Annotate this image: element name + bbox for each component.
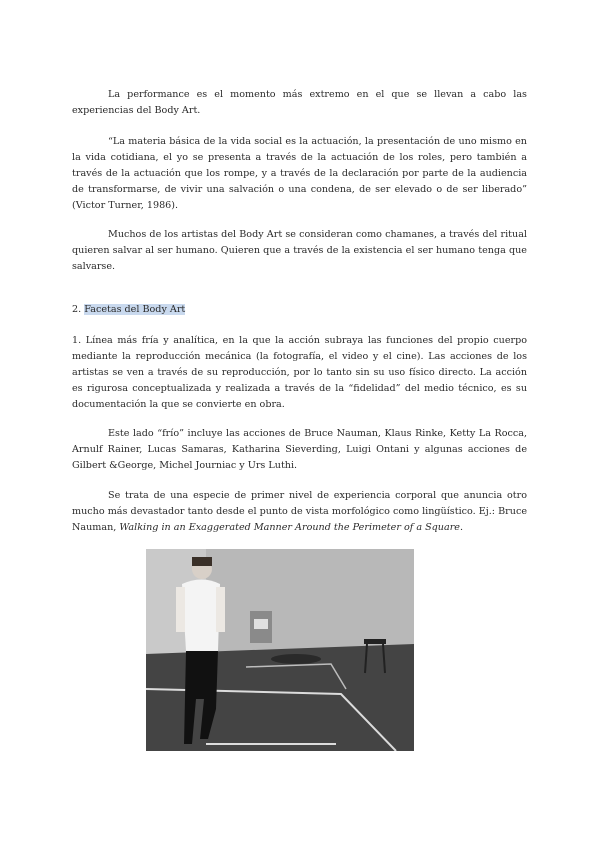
artwork-photo (146, 549, 414, 751)
section-heading (72, 302, 185, 318)
heading-number: 2. (72, 304, 82, 315)
paragraph-text: Se trata de una especie de primer nivel de experiencia corporal que anuncia otro mucho más devastador tanto desde el punto de vista morfológico como lingüístico. Ej.: Bruce Nauman, (72, 490, 527, 533)
artwork-title: Walking in an Exaggerated Manner Around the Perimeter of a Square. (119, 522, 464, 533)
paragraph-nauman (72, 488, 527, 536)
photo-stool (364, 639, 386, 644)
quote-text: “La materia básica de la vida social es la actuación, la presentación de uno mismo en la vida cotidiana, el yo se presenta a través de la actuación de los roles, pero también a través de la actuación que los rompe, y a través de la declaración por parte de la audiencia de transformarse, de vivir una salvación o una condena, de ser elevado o de ser liberado” (72, 136, 527, 195)
photo-figure-shirt (182, 580, 220, 652)
paragraph-text: Muchos de los artistas del Body Art se consideran como chamanes, a través del ritual quieren salvar al ser humano. Quieren que a través de la existencia el ser humano tenga que salvarse. (72, 229, 527, 272)
paragraph-artists-list (72, 426, 527, 474)
heading-title: Facetas del Body Art (84, 304, 186, 315)
photo-equipment-screen (254, 619, 268, 629)
photo-illustration (146, 549, 414, 751)
paragraph-text: La performance es el momento más extremo en el que se llevan a cabo las experiencias del Body Art. (72, 89, 527, 116)
paragraph-text: Este lado “frío” incluye las acciones de Bruce Nauman, Klaus Rinke, Ketty La Rocca, Arnulf Rainer, Lucas Samaras, Katharina Sieverding, Luigi Ontani y algunas acciones de Gilbert &George, Michel Journiac y Urs Luthi. (72, 428, 527, 471)
paragraph-text: 1. Línea más fría y analítica, en la que la acción subraya las funciones del propio cuerpo mediante la reproducción mecánica (la fotografía, el video y el cine). Las acciones de los artistas se ven a través de su reproducción, por lo tanto sin su uso físico directo. La acción es rigurosa conceptualizada y realizada a través de la “fidelidad” del medio técnico, es su documentación la que se convierte en obra. (72, 335, 527, 410)
citation: (Victor Turner, 1986). (72, 200, 179, 211)
photo-floor-debris (271, 654, 321, 664)
paragraph-performance (72, 87, 527, 119)
paragraph-turner-quote (72, 134, 527, 214)
paragraph-linea-fria (72, 333, 527, 413)
paragraph-chamanes (72, 227, 527, 275)
